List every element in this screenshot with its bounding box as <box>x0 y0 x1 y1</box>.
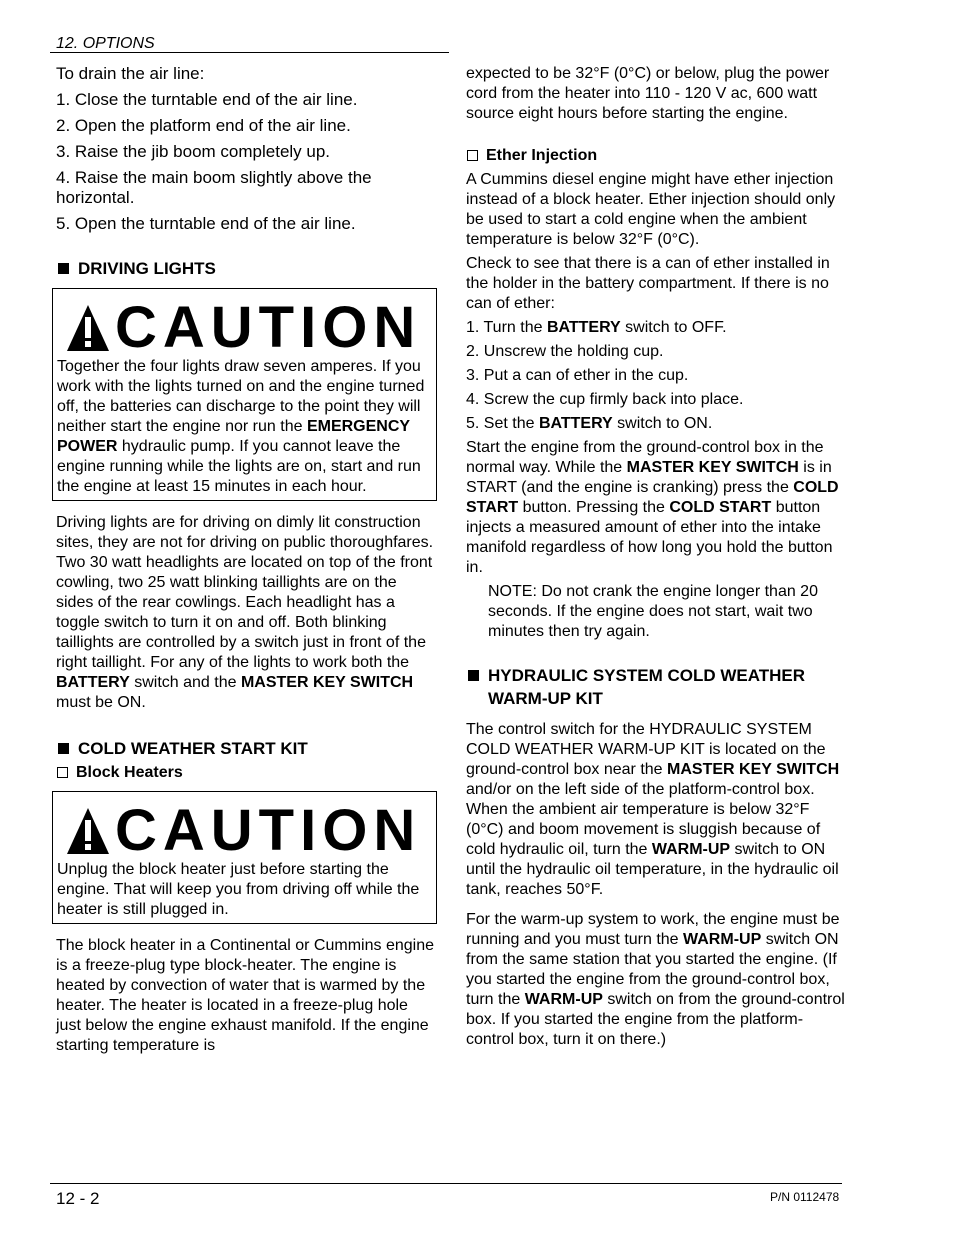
checkbox-bullet-icon <box>57 767 68 778</box>
caution-box-lights <box>52 288 437 501</box>
ether-step: 1. Turn the BATTERY switch to OFF. <box>466 319 727 336</box>
header-rule <box>50 52 449 53</box>
ether-step: 3. Put a can of ether in the cup. <box>466 367 689 384</box>
ether-step: 4. Screw the cup firmly back into place. <box>466 391 744 408</box>
drain-step: 3. Raise the jib boom completely up. <box>56 142 331 161</box>
drain-step: 2. Open the platform end of the air line. <box>56 116 351 135</box>
drain-step: 5. Open the turntable end of the air line. <box>56 214 356 233</box>
square-bullet-icon <box>58 743 69 754</box>
square-bullet-icon <box>468 670 479 681</box>
ether-check-paragraph: Check to see that there is a can of ether installed in the holder in the battery compartment. If there is no can of ether: <box>466 255 830 312</box>
square-bullet-icon <box>58 263 69 274</box>
caution-title <box>65 293 432 360</box>
ether-injection-heading: Ether Injection <box>466 146 846 166</box>
caution-word: CAUTION <box>115 295 422 360</box>
drain-intro: To drain the air line: <box>56 64 205 83</box>
hydraulic-heading: HYDRAULIC SYSTEM COLD WEATHER WARM-UP KIT <box>466 666 846 710</box>
ether-step: 2. Unscrew the holding cup. <box>466 343 664 360</box>
driving-lights-paragraph: Driving lights are for driving on dimly lit construction sites, they are not for driving on public thoroughfares. Two 30 watt headlights are located on top of the front cowling, two 25 watt blinking taillights are on the sides of the rear cowlings. Each headlight has a toggle switch to turn it on and off. Both blinking taillights are controlled by a switch just in front of the right taillight. For any of the lights to work both the BATTERY switch and the MASTER KEY SWITCH must be ON. <box>56 514 434 711</box>
caution-text: Together the four lights draw seven amperes. If you work with the lights turned on and the engine turned off, the batteries can discharge to the point they will neither start the engine nor run the EMERGENCY POWER hydraulic pump. If you cannot leave the engine running while the lights are on, start and run the engine at least 15 minutes in each hour. <box>57 358 425 495</box>
left-column <box>56 64 436 1056</box>
driving-lights-heading: DRIVING LIGHTS <box>56 259 436 279</box>
start-engine-paragraph: Start the engine from the ground-control box in the normal way. While the MASTER KEY SWITCH is in START (and the engine is cranking) press the COLD START button. Pressing the COLD START button injects a measured amount of ether into the intake manifold regardless of how long you hold the button in. <box>466 439 839 576</box>
right-column <box>466 64 846 1050</box>
block-heater-continued: expected to be 32°F (0°C) or below, plug the power cord from the heater into 110 - 120 V ac, 600 watt source eight hours before starting the engine. <box>466 65 830 122</box>
warm-up-paragraph: For the warm-up system to work, the engine must be running and you must turn the WARM-UP switch ON from the same station that you started the engine. (If you started the engine from the ground-control box, turn the WARM-UP switch on from the ground-control box. If you started the engine from the platform-control box, turn it on there.) <box>466 911 845 1048</box>
section-header: 12. OPTIONS <box>56 35 155 52</box>
block-heaters-heading: Block Heaters <box>56 763 436 783</box>
caution-box-block-heater <box>52 791 437 924</box>
cold-weather-heading: COLD WEATHER START KIT <box>56 739 436 759</box>
crank-note: NOTE: Do not crank the engine longer than 20 seconds. If the engine does not start, wait two minutes then try again. <box>488 583 818 640</box>
caution-text: Unplug the block heater just before starting the engine. That will keep you from driving off while the heater is still plugged in. <box>57 861 420 918</box>
checkbox-bullet-icon <box>467 150 478 161</box>
warning-triangle-icon <box>65 303 111 353</box>
ether-paragraph: A Cummins diesel engine might have ether injection instead of a block heater. Ether injection should only be used to start a cold engine when the ambient temperature is below 32°F (0°C). <box>466 171 836 248</box>
warning-triangle-icon <box>65 806 111 856</box>
caution-title <box>65 796 432 863</box>
drain-step: 4. Raise the main boom slightly above the horizontal. <box>56 168 372 207</box>
drain-step: 1. Close the turntable end of the air line. <box>56 90 358 109</box>
footer-rule <box>50 1183 842 1184</box>
caution-word: CAUTION <box>115 798 422 863</box>
block-heater-paragraph: The block heater in a Continental or Cummins engine is a freeze-plug type block-heater. The engine is heated by convection of water that is warmed by the heater. The heater is located in a freeze-plug hole just below the engine exhaust manifold. If the engine starting temperature is <box>56 937 434 1054</box>
ether-step: 5. Set the BATTERY switch to ON. <box>466 415 713 432</box>
part-number: P/N 0112478 <box>770 1190 840 1204</box>
page-number: 12 - 2 <box>56 1189 100 1208</box>
hydraulic-paragraph: The control switch for the HYDRAULIC SYSTEM COLD WEATHER WARM-UP KIT is located on the ground-control box near the MASTER KEY SWITCH and/or on the left side of the platform-control box. When the ambient air temperature is below 32°F (0°C) and boom movement is sluggish because of cold hydraulic oil, turn the WARM-UP switch to ON until the hydraulic oil temperature, in the hydraulic oil tank, reaches 50°F. <box>466 721 840 898</box>
